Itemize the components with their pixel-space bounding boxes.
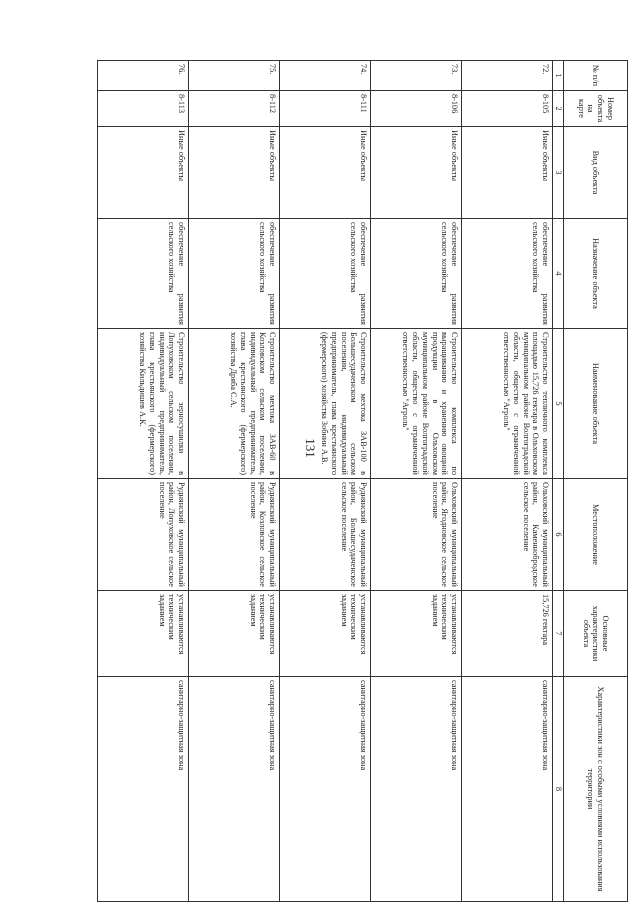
table-row	[280, 61, 371, 902]
object-purpose: обеспечение развития сельского хозяйства	[462, 219, 553, 329]
object-name: Строительство мехтока ЗАВ-100 в Большесудаченском сельском поселении, индивидуальный предприниматель, глава крестьянского (фермерского) хозяйства Зобнин А.В.	[280, 329, 371, 479]
object-kind: Иные объекты	[462, 127, 553, 219]
object-name: Строительство тепличного комплекса площадью 15,726 гектара в Ольховском муниципальном районе Волгоградской области, общество с ограниченной ответственностью "Агроль"	[462, 329, 553, 479]
object-location: Ольховский муниципальный район, Каменнобродское сельское поселение	[462, 479, 553, 591]
table-row	[462, 61, 553, 902]
object-kind: Иные объекты	[98, 127, 189, 219]
map-number: 8-113	[98, 91, 189, 127]
column-number: 5	[553, 329, 564, 479]
row-number: 76.	[98, 61, 189, 91]
header-cell: Назначение объекта	[564, 219, 628, 329]
object-kind: Иные объекты	[189, 127, 280, 219]
object-characteristics: 15,726 гектара	[462, 591, 553, 677]
header-cell: Номер объекта на карте	[564, 91, 628, 127]
table-row	[189, 61, 280, 902]
column-number: 8	[553, 677, 564, 902]
map-number: 8-105	[462, 91, 553, 127]
header-cell: № п/п	[564, 61, 628, 91]
table-header	[553, 61, 628, 902]
header-cell: Наименование объекта	[564, 329, 628, 479]
object-purpose: обеспечение развития сельского хозяйства	[371, 219, 462, 329]
row-number: 72.	[462, 61, 553, 91]
zone-characteristics: санитарно-защитная зона	[462, 677, 553, 902]
zone-characteristics: санитарно-защитная зона	[371, 677, 462, 902]
object-name: Строительство зерносушилки в Лопуховском сельском поселении, индивидуальный предприниматель, глава крестьянского (фермерского) хозяйства Кильдишев А.К.	[98, 329, 189, 479]
table-row	[371, 61, 462, 902]
object-characteristics: устанавливаются техническим заданием	[371, 591, 462, 677]
object-characteristics: устанавливаются техническим заданием	[98, 591, 189, 677]
page-number: 131	[303, 438, 318, 458]
object-location: Ольховский муниципальный район, Ягодновское сельское поселение	[371, 479, 462, 591]
map-number: 8-111	[280, 91, 371, 127]
zone-characteristics: санитарно-защитная зона	[98, 677, 189, 902]
rotated-table-wrapper	[120, 60, 628, 901]
column-number-row	[553, 61, 564, 902]
column-number: 2	[553, 91, 564, 127]
object-characteristics: устанавливаются техническим заданием	[280, 591, 371, 677]
objects-table	[97, 60, 628, 902]
object-kind: Иные объекты	[280, 127, 371, 219]
column-number: 1	[553, 61, 564, 91]
map-number: 8-106	[371, 91, 462, 127]
row-number: 75.	[189, 61, 280, 91]
column-number: 3	[553, 127, 564, 219]
column-number: 6	[553, 479, 564, 591]
object-location: Руднянский муниципальный район, Большесудаченское сельское поселение	[280, 479, 371, 591]
object-name: Строительство мехтока ЗАВ-60 в Козловском сельском поселении, индивидуальный предприниматель, глава крестьянского (фермерского) хозяйства Дряба С.А.	[189, 329, 280, 479]
header-cell: Характеристики зон с особыми условиями использования территории	[564, 677, 628, 902]
object-location: Руднянский муниципальный район, Козловское сельское поселение	[189, 479, 280, 591]
zone-characteristics: санитарно-защитная зона	[189, 677, 280, 902]
object-location: Руднянский муниципальный район, Лопуховское сельское поселение	[98, 479, 189, 591]
column-number: 7	[553, 591, 564, 677]
object-purpose: обеспечение развития сельского хозяйства	[189, 219, 280, 329]
header-cell: Вид объекта	[564, 127, 628, 219]
zone-characteristics: санитарно-защитная зона	[280, 677, 371, 902]
object-kind: Иные объекты	[371, 127, 462, 219]
table-row	[98, 61, 189, 902]
row-number: 73.	[371, 61, 462, 91]
object-characteristics: устанавливаются техническим заданием	[189, 591, 280, 677]
header-cell: Местоположение	[564, 479, 628, 591]
object-purpose: обеспечение развития сельского хозяйства	[280, 219, 371, 329]
column-number: 4	[553, 219, 564, 329]
table-body	[98, 61, 553, 902]
map-number: 8-112	[189, 91, 280, 127]
object-purpose: обеспечение развития сельского хозяйства	[98, 219, 189, 329]
row-number: 74.	[280, 61, 371, 91]
object-name: Строительство комплекса по выращиванию и хранению овощной продукции в Ольховском муниципальном районе Волгоградской области, общество с ограниченной ответственностью "Агроль"	[371, 329, 462, 479]
header-cell: Основные характеристики объекта	[564, 591, 628, 677]
